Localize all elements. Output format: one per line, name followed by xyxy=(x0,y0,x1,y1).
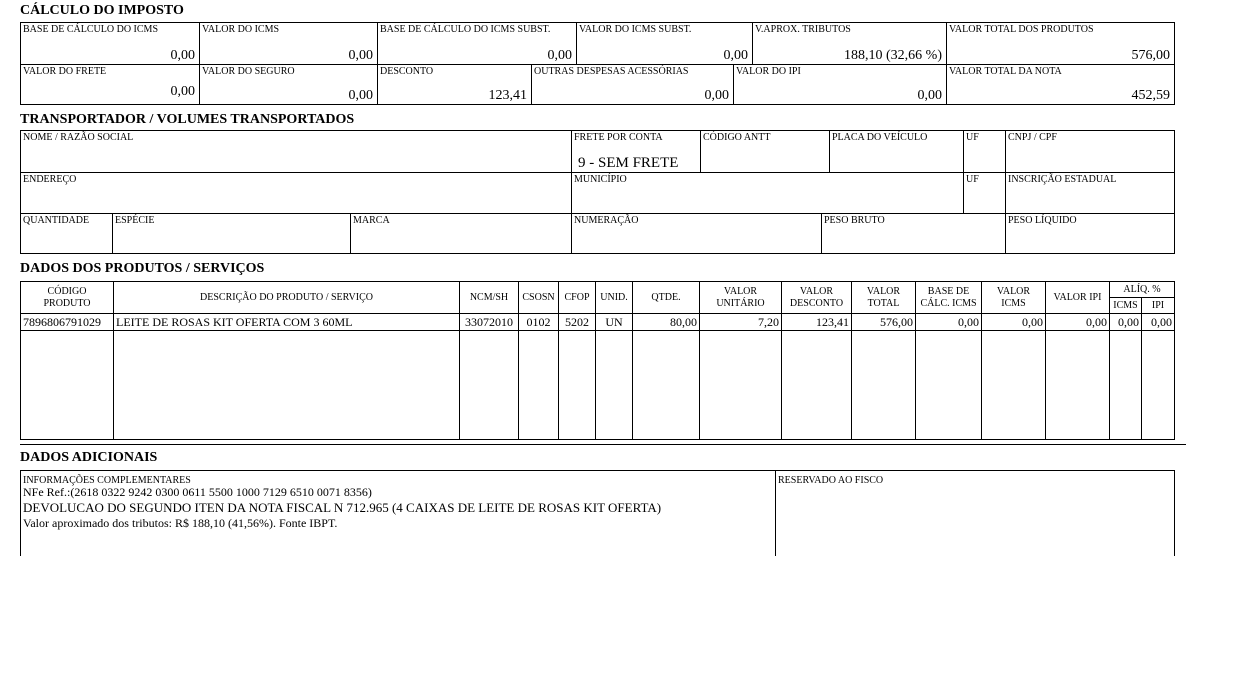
cell-ncm: 33072010 xyxy=(460,314,519,331)
info-label: INFORMAÇÕES COMPLEMENTARES xyxy=(23,475,191,486)
inscricao-estadual-cell xyxy=(1005,172,1174,213)
empty-cell xyxy=(21,331,114,440)
cell-cfop: 5202 xyxy=(559,314,596,331)
cell-descricao: LEITE DE ROSAS KIT OFERTA COM 3 60ML xyxy=(114,314,460,331)
especie-cell xyxy=(112,213,350,253)
uf-cell xyxy=(963,131,1005,172)
empty-cell xyxy=(559,331,596,440)
field-label: VALOR TOTAL DOS PRODUTOS xyxy=(949,24,1094,35)
field-label: INSCRIÇÃO ESTADUAL xyxy=(1008,174,1117,185)
municipio-cell xyxy=(571,172,963,213)
nome-razao-social-cell xyxy=(21,131,571,172)
v-aprox-tributos-cell xyxy=(752,23,946,64)
valor-icms-subst-cell xyxy=(576,23,752,64)
field-value: 0,00 xyxy=(704,88,729,103)
field-value: 0,00 xyxy=(170,48,195,63)
cell-valor-icms: 0,00 xyxy=(982,314,1046,331)
table-row-empty xyxy=(21,331,1175,440)
base-calculo-icms-subst-cell xyxy=(377,23,576,64)
field-value: 0,00 xyxy=(170,84,195,99)
cell-codigo: 7896806791029 xyxy=(21,314,114,331)
section-title-adicionais: DADOS ADICIONAIS xyxy=(20,450,158,465)
header-aliq: ALÍQ. % xyxy=(1110,282,1175,298)
header-aliq-ipi: IPI xyxy=(1142,298,1175,314)
header-cfop: CFOP xyxy=(559,282,596,314)
cell-aliq-ipi: 0,00 xyxy=(1142,314,1175,331)
placa-veiculo-cell xyxy=(829,131,963,172)
field-label: V.APROX. TRIBUTOS xyxy=(755,24,851,35)
codigo-antt-cell xyxy=(700,131,829,172)
valor-frete-cell xyxy=(21,64,199,104)
field-label: UF xyxy=(966,132,979,143)
field-label: VALOR DO IPI xyxy=(736,66,801,77)
numeracao-cell xyxy=(571,213,821,253)
cell-unid: UN xyxy=(596,314,633,331)
cell-base-icms: 0,00 xyxy=(916,314,982,331)
cnpj-cpf-cell xyxy=(1005,131,1174,172)
field-label: VALOR DO FRETE xyxy=(23,66,107,77)
field-label: ESPÉCIE xyxy=(115,215,155,226)
field-label: FRETE POR CONTA xyxy=(574,132,663,143)
field-label: CÓDIGO ANTT xyxy=(703,132,771,143)
field-label: VALOR DO ICMS SUBST. xyxy=(579,24,692,35)
info-line-3: Valor aproximado dos tributos: R$ 188,10 (41,56%). Fonte IBPT. xyxy=(23,516,338,530)
reservado-fisco-cell xyxy=(775,471,1174,556)
field-label: ENDEREÇO xyxy=(23,174,77,185)
header-qtde: QTDE. xyxy=(633,282,700,314)
cell-aliq-icms: 0,00 xyxy=(1110,314,1142,331)
field-label: NUMERAÇÃO xyxy=(574,215,639,226)
desconto-cell xyxy=(377,64,531,104)
header-descricao: DESCRIÇÃO DO PRODUTO / SERVIÇO xyxy=(114,282,460,314)
marca-cell xyxy=(350,213,571,253)
field-label: VALOR DO ICMS xyxy=(202,24,280,35)
empty-cell xyxy=(460,331,519,440)
empty-cell xyxy=(519,331,559,440)
header-valor-unitario: VALOR UNITÁRIO xyxy=(700,282,782,314)
empty-cell xyxy=(1142,331,1175,440)
header-ncm: NCM/SH xyxy=(460,282,519,314)
empty-cell xyxy=(596,331,633,440)
products-table xyxy=(20,281,1175,440)
field-label: CNPJ / CPF xyxy=(1008,132,1057,143)
header-valor-ipi: VALOR IPI xyxy=(1046,282,1110,314)
header-valor-desconto: VALOR DESCONTO xyxy=(782,282,852,314)
field-label: UF xyxy=(966,174,979,185)
empty-cell xyxy=(1110,331,1142,440)
valor-total-produtos-cell xyxy=(946,23,1174,64)
transportador-grid xyxy=(20,130,1175,254)
field-value: 0,00 xyxy=(547,48,572,63)
cell-valor-desconto: 123,41 xyxy=(782,314,852,331)
quantidade-cell xyxy=(21,213,112,253)
header-base-icms: BASE DE CÁLC. ICMS xyxy=(916,282,982,314)
empty-cell xyxy=(1046,331,1110,440)
cell-valor-ipi: 0,00 xyxy=(1046,314,1110,331)
valor-ipi-cell xyxy=(733,64,946,104)
field-value: 123,41 xyxy=(488,88,527,103)
section-title-transportador: TRANSPORTADOR / VOLUMES TRANSPORTADOS xyxy=(20,112,355,127)
field-label: OUTRAS DESPESAS ACESSÓRIAS xyxy=(534,66,689,77)
field-label: VALOR TOTAL DA NOTA xyxy=(949,66,1062,77)
peso-bruto-cell xyxy=(821,213,1005,253)
valor-total-nota-cell xyxy=(946,64,1174,104)
field-label: DESCONTO xyxy=(380,66,434,77)
field-label: BASE DE CÁLCULO DO ICMS xyxy=(23,24,159,35)
empty-cell xyxy=(700,331,782,440)
empty-cell xyxy=(852,331,916,440)
table-row xyxy=(21,314,1175,331)
field-label: NOME / RAZÃO SOCIAL xyxy=(23,132,134,143)
products-bottom-rule xyxy=(20,444,1186,445)
field-value: 9 - SEM FRETE xyxy=(578,155,679,171)
valor-icms-cell xyxy=(199,23,377,64)
frete-por-conta-cell xyxy=(571,131,700,172)
header-codigo: CÓDIGO PRODUTO xyxy=(21,282,114,314)
cell-qtde: 80,00 xyxy=(633,314,700,331)
header-aliq-icms: ICMS xyxy=(1110,298,1142,314)
field-value: 0,00 xyxy=(723,48,748,63)
field-label: MARCA xyxy=(353,215,390,226)
field-label: PLACA DO VEÍCULO xyxy=(832,132,928,143)
field-value: 0,00 xyxy=(348,48,373,63)
info-line-2: DEVOLUCAO DO SEGUNDO ITEN DA NOTA FISCAL N 712.965 (4 CAIXAS DE LEITE DE ROSAS KIT OFERTA) xyxy=(23,500,662,515)
field-value: 188,10 (32,66 %) xyxy=(844,48,942,63)
empty-cell xyxy=(114,331,460,440)
field-value: 0,00 xyxy=(348,88,373,103)
outras-despesas-cell xyxy=(531,64,733,104)
field-label: VALOR DO SEGURO xyxy=(202,66,295,77)
base-calculo-icms-cell xyxy=(21,23,199,64)
empty-cell xyxy=(982,331,1046,440)
valor-seguro-cell xyxy=(199,64,377,104)
cell-csosn: 0102 xyxy=(519,314,559,331)
field-value: 0,00 xyxy=(917,88,942,103)
field-label: PESO BRUTO xyxy=(824,215,885,226)
header-unid: UNID. xyxy=(596,282,633,314)
peso-liquido-cell xyxy=(1005,213,1174,253)
cell-valor-unitario: 7,20 xyxy=(700,314,782,331)
empty-cell xyxy=(782,331,852,440)
section-title-calculo-imposto: CÁLCULO DO IMPOSTO xyxy=(20,3,184,18)
header-csosn: CSOSN xyxy=(519,282,559,314)
informacoes-complementares-cell xyxy=(21,471,775,556)
empty-cell xyxy=(633,331,700,440)
section-title-produtos: DADOS DOS PRODUTOS / SERVIÇOS xyxy=(20,261,265,276)
empty-cell xyxy=(916,331,982,440)
info-line-1: NFe Ref.:(2618 0322 9242 0300 0611 5500 1000 7129 6510 0071 8356) xyxy=(23,485,372,499)
fisco-label: RESERVADO AO FISCO xyxy=(778,475,884,486)
uf-cell-2 xyxy=(963,172,1005,213)
field-value: 576,00 xyxy=(1131,48,1170,63)
cell-valor-total: 576,00 xyxy=(852,314,916,331)
dados-adicionais-box xyxy=(20,470,1175,556)
header-valor-icms: VALOR ICMS xyxy=(982,282,1046,314)
calculo-imposto-grid xyxy=(20,22,1175,105)
field-label: BASE DE CÁLCULO DO ICMS SUBST. xyxy=(380,24,551,35)
field-label: PESO LÍQUIDO xyxy=(1008,215,1077,226)
endereco-cell xyxy=(21,172,571,213)
field-label: MUNICÍPIO xyxy=(574,174,627,185)
header-valor-total: VALOR TOTAL xyxy=(852,282,916,314)
field-label: QUANTIDADE xyxy=(23,215,90,226)
field-value: 452,59 xyxy=(1131,88,1170,103)
